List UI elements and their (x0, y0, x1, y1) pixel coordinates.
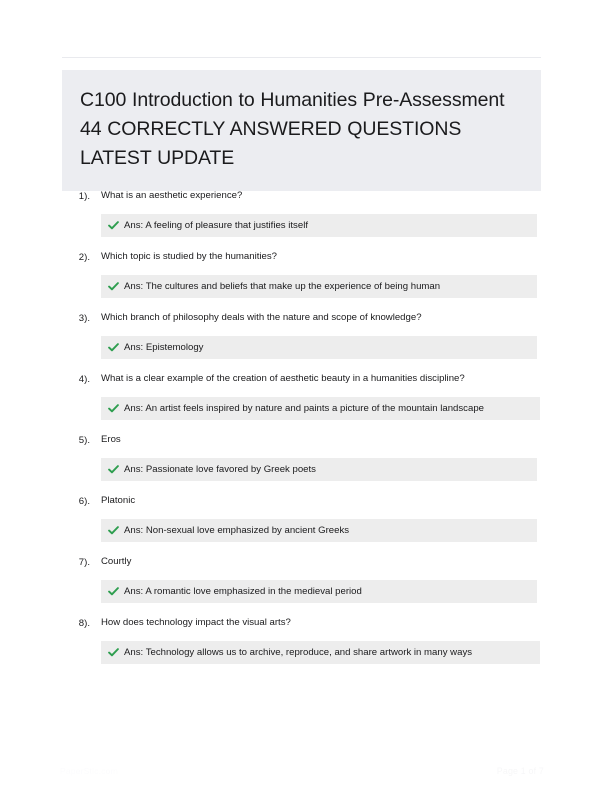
document-title-banner (62, 70, 541, 191)
question-row (0, 432, 606, 449)
green-check-icon (108, 281, 119, 292)
answer-text: Ans: An artist feels inspired by nature and paints a picture of the mountain landscape (124, 402, 484, 414)
question-row (0, 493, 606, 510)
answer-box (101, 641, 540, 664)
qa-item (0, 493, 606, 542)
page-title: C100 Introduction to Humanities Pre-Assessment 44 CORRECTLY ANSWERED QUESTIONS LATEST UPDATE (80, 89, 505, 169)
header-divider (62, 57, 541, 58)
question-number: 8). (78, 618, 90, 629)
green-check-icon (108, 586, 119, 597)
answer-box (101, 336, 537, 359)
question-row (0, 310, 606, 327)
question-row (0, 249, 606, 266)
page-footer (0, 740, 606, 800)
question-answer-list (0, 188, 606, 676)
question-text: What is an aesthetic experience? (101, 190, 243, 201)
answer-box (101, 580, 537, 603)
answer-box (101, 397, 540, 420)
question-text: Which topic is studied by the humanities? (101, 251, 277, 262)
question-text: What is a clear example of the creation of aesthetic beauty in a humanities discipline? (101, 373, 465, 384)
qa-item (0, 371, 606, 420)
answer-text: Ans: A feeling of pleasure that justifies itself (124, 219, 308, 231)
question-number: 6). (78, 496, 90, 507)
question-text: Platonic (101, 495, 136, 506)
question-row (0, 615, 606, 632)
answer-text: Ans: Passionate love favored by Greek poets (124, 463, 316, 475)
qa-item (0, 310, 606, 359)
green-check-icon (108, 464, 119, 475)
answer-text: Ans: Non-sexual love emphasized by ancient Greeks (124, 524, 350, 536)
answer-box (101, 519, 537, 542)
answer-text: Ans: A romantic love emphasized in the medieval period (124, 585, 362, 597)
question-row (0, 371, 606, 388)
question-number: 4). (78, 374, 90, 385)
question-number: 5). (78, 435, 90, 446)
answer-box (101, 214, 537, 237)
question-text: Which branch of philosophy deals with the nature and scope of knowledge? (101, 312, 422, 323)
question-row (0, 188, 606, 205)
page-number: Page 1 of 7 (496, 766, 544, 776)
green-check-icon (108, 525, 119, 536)
site-watermark: PaperStic.com (60, 766, 118, 776)
qa-item (0, 554, 606, 603)
green-check-icon (108, 403, 119, 414)
qa-item (0, 249, 606, 298)
question-text: How does technology impact the visual arts? (101, 617, 291, 628)
question-number: 7). (78, 557, 90, 568)
question-text: Courtly (101, 556, 132, 567)
question-row (0, 554, 606, 571)
qa-item (0, 432, 606, 481)
green-check-icon (108, 342, 119, 353)
question-number: 2). (78, 252, 90, 263)
answer-text: Ans: Technology allows us to archive, reproduce, and share artwork in many ways (124, 646, 473, 658)
answer-text: Ans: Epistemology (124, 341, 204, 353)
green-check-icon (108, 220, 119, 231)
question-number: 1). (78, 191, 90, 202)
question-number: 3). (78, 313, 90, 324)
answer-text: Ans: The cultures and beliefs that make up the experience of being human (124, 280, 441, 292)
answer-box (101, 458, 537, 481)
question-text: Eros (101, 434, 121, 445)
answer-box (101, 275, 537, 298)
green-check-icon (108, 647, 119, 658)
qa-item (0, 188, 606, 237)
qa-item (0, 615, 606, 664)
